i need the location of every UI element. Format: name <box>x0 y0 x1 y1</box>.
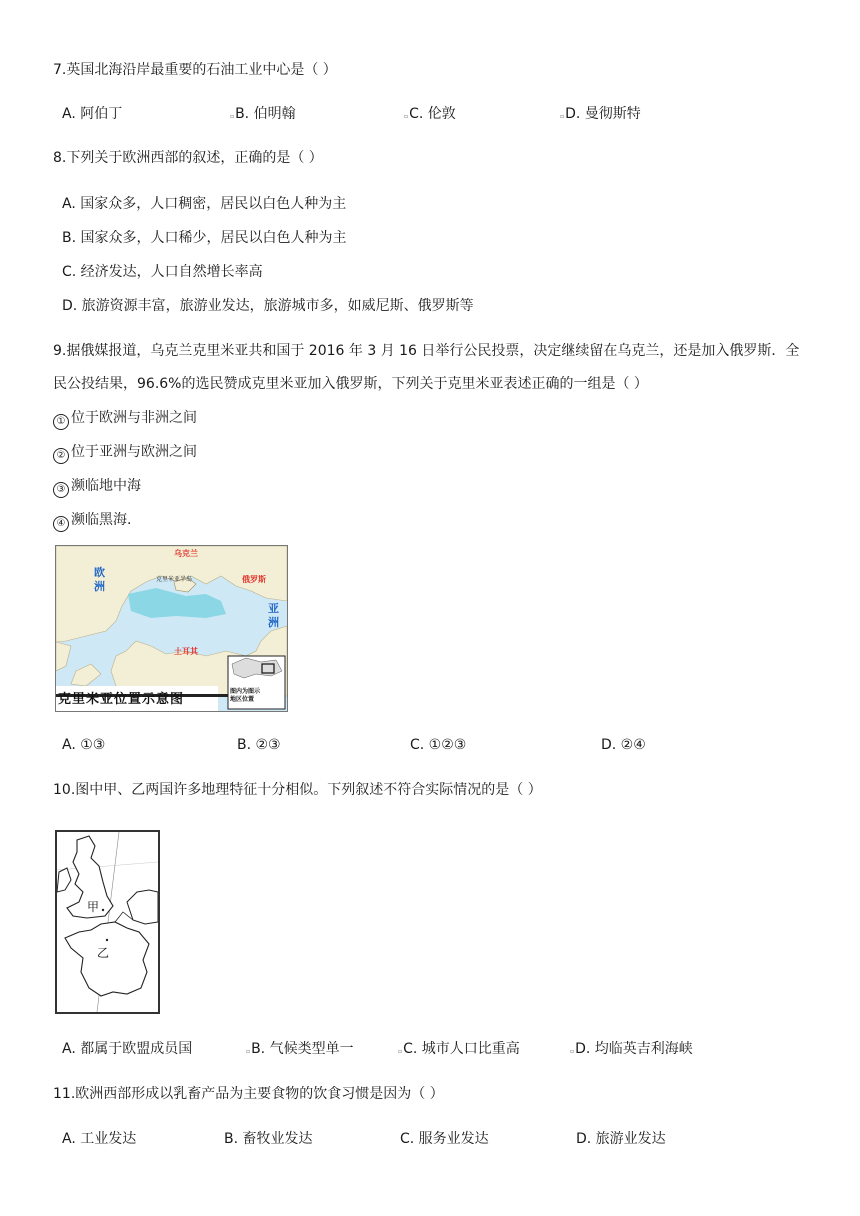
q9-option-d: D. ②④ <box>601 737 646 753</box>
q11-option-c: C. 服务业发达 <box>400 1131 489 1147</box>
q10-option-d: ▫D. 均临英吉利海峡 <box>570 1041 693 1057</box>
q11-option-a: A. 工业发达 <box>62 1131 137 1147</box>
q9-statement-4: ④ 濒临黑海. <box>53 510 131 532</box>
circled-number-4: ④ <box>53 516 69 532</box>
q11-option-d: D. 旅游业发达 <box>576 1131 666 1147</box>
q10-option-c: ▫C. 城市人口比重高 <box>398 1041 520 1057</box>
map-label-crimea: 克里米亚半岛 <box>156 576 193 583</box>
map-label-asia: 亚 洲 <box>268 602 279 629</box>
q9-statement-1: ① 位于欧洲与非洲之间 <box>53 408 197 430</box>
question-9-stem-line2: 民公投结果，96.6%的选民赞成克里米亚加入俄罗斯，下列关于克里米亚表述正确的一组是（ ） <box>53 376 648 392</box>
q10-option-b: ▫B. 气候类型单一 <box>246 1041 354 1057</box>
map-label-ukraine: 乌克兰 <box>174 549 198 558</box>
q7-option-c: ▫C. 伦敦 <box>404 106 456 122</box>
map-label-yi: 乙 <box>97 946 110 960</box>
q9-option-a: A. ①③ <box>62 737 106 753</box>
q8-option-c: C. 经济发达，人口自然增长率高 <box>62 264 263 280</box>
q9-statement-2: ② 位于亚洲与欧洲之间 <box>53 442 197 464</box>
q8-option-a: A. 国家众多，人口稠密，居民以白色人种为主 <box>62 196 347 212</box>
q9-option-b: B. ②③ <box>237 737 281 753</box>
uk-france-outline-map <box>55 830 160 1014</box>
q7-option-b: ▫B. 伯明翰 <box>230 106 296 122</box>
question-10-stem: 10.图中甲、乙两国许多地理特征十分相似。下列叙述不符合实际情况的是（ ） <box>53 782 542 798</box>
map-inset-caption: 图内为图示 地区位置 <box>230 688 261 703</box>
map-label-russia: 俄罗斯 <box>242 575 266 584</box>
circled-number-1: ① <box>53 414 69 430</box>
question-9-stem-line1: 9.据俄媒报道，乌克兰克里米亚共和国于 2016 年 3 月 16 日举行公民投票，决定继续留在乌克兰，还是加入俄罗斯．全 <box>53 343 800 359</box>
question-11-stem: 11.欧洲西部形成以乳畜产品为主要食物的饮食习惯是因为（ ） <box>53 1086 444 1102</box>
question-7-stem: 7.英国北海沿岸最重要的石油工业中心是（ ） <box>53 62 337 78</box>
q7-option-d: ▫D. 曼彻斯特 <box>560 106 641 122</box>
q7-option-a: A. 阿伯丁 <box>62 106 123 122</box>
map-title: 克里米亚位置示意图 <box>58 692 185 707</box>
uk-france-map-graphic <box>57 832 158 1012</box>
q9-option-c: C. ①②③ <box>410 737 467 753</box>
map-label-turkey: 土耳其 <box>174 647 198 656</box>
q8-option-d: D. 旅游资源丰富，旅游业发达，旅游城市多，如威尼斯、俄罗斯等 <box>62 298 474 314</box>
q11-option-b: B. 畜牧业发达 <box>224 1131 313 1147</box>
map-label-jia: 甲 <box>87 900 100 914</box>
circled-number-2: ② <box>53 448 69 464</box>
crimea-map-graphic <box>56 546 287 711</box>
circled-number-3: ③ <box>53 482 69 498</box>
map-label-europe: 欧 洲 <box>94 566 105 593</box>
crimea-location-map <box>55 545 288 712</box>
q9-statement-3: ③ 濒临地中海 <box>53 476 141 498</box>
q8-option-b: B. 国家众多，人口稀少，居民以白色人种为主 <box>62 230 347 246</box>
question-8-stem: 8.下列关于欧洲西部的叙述，正确的是（ ） <box>53 150 323 166</box>
q10-option-a: A. 都属于欧盟成员国 <box>62 1041 193 1057</box>
